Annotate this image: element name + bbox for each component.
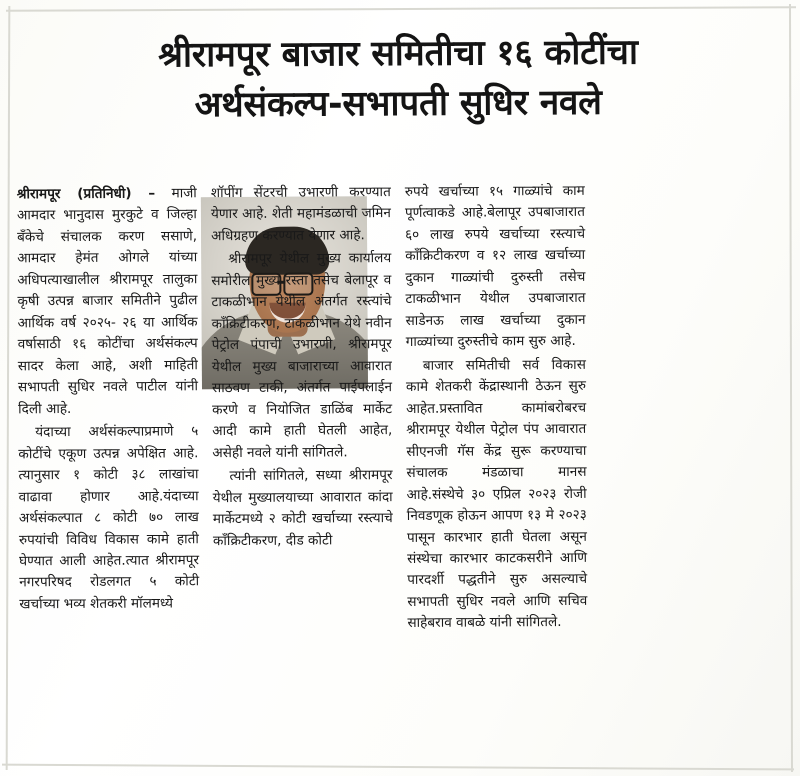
headline-line-1: श्रीरामपूर बाजार समितीचा १६ कोटींचा — [158, 32, 638, 76]
headline — [12, 28, 785, 132]
paragraph — [212, 465, 393, 552]
paragraph — [211, 248, 392, 464]
article-column-3 — [405, 181, 588, 637]
paragraph-text: श्रीरामपूर येथील मुख्य कार्यालय समोरील मुख्य रस्ता तसेच बेलापूर व टाकळीभान येथील अंतर्गत रस्त्यांचे काँक्रिटीकरण, टाकळीभान येथे नवीन पेट्रोल पंपाची उभारणी, श्रीरामपूर येथील मुख्य बाजाराच्या आवारात साठवण टाकी, अंतर्गत पाईपलाईन करणे व नियोजित डाळिंब मार्केट आदी कामे हाती घेतली आहेत, असेही नवले यांनी सांगितले. — [211, 250, 393, 461]
paragraph-text: बाजार समितीची सर्व विकास कामे शेतकरी केंद्रास्थानी ठेऊन सुरु आहेत.प्रस्तावित कामांबरोबरच श्रीरामपूर येथील पेट्रोल पंप आवारात सीएनजी गॅस केंद्र सुरू करण्याचा संचालक मंडळाचा मानस आहे.संस्थेचे ३० एप्रिल २०२३ रोजी निवडणूक होऊन आपण १३ मे २०२३ पासून कारभार हाती घेतला असून संस्थेचा कारभार काटकसरीने आणि पारदर्शी पद्धतीने सुरु असल्याचे सभापती सुधिर नवले आणि सचिव साहेबराव वाबळे यांनी सांगितले. — [405, 356, 588, 632]
paragraph — [211, 182, 391, 248]
paragraph-text: माजी आमदार भानुदास मुरकुटे व जिल्हा बँकेचे संचालक करण ससाणे, आमदार हेमंत ओगले यांच्या अधिपत्याखालील श्रीरामपूर तालुका कृषी उत्पन्न बाजार समितीने पुढील आर्थिक वर्ष २०२५- २६ या आर्थिक वर्षासाठी १६ कोटींचा अर्थसंकल्प सादर केला आहे, अशी माहिती सभापती सुधिर नवले पाटील यांनी दिली आहे. — [16, 185, 199, 418]
article-column-2 — [211, 182, 394, 638]
paragraph — [17, 183, 198, 420]
paragraph — [405, 181, 586, 354]
dateline: श्रीरामपूर (प्रतिनिधी) – — [16, 185, 156, 203]
paragraph-text: यंदाच्या अर्थसंकल्पाप्रमाणे ५ कोटींचे एकूण उत्पन्न अपेक्षित आहे. त्यानुसार १ कोटी ३८ लाखांचा वाढावा होणार आहे.यंदाच्या अर्थसंकल्पात ८ कोटी ७० लाख रुपयांची विविध विकास कामे हाती घेण्यात आली आहेत.त्यात श्रीरामपूर नगरपरिषद रोडलगत ५ कोटी खर्चाच्या भव्य शेतकरी मॉलमध्ये — [18, 423, 200, 613]
paragraph-text: रुपये खर्चाच्या १५ गाळ्यांचे काम पूर्णत्वाकडे आहे.बेलापूर उपबाजारात ६० लाख रुपये खर्चाच्या रस्त्याचे काँक्रिटीकरण व १२ लाख खर्चाच्या दुकान गाळ्यांची दुरुस्ती तसेच टाकळीभान येथील उपबाजारात साडेनऊ लाख खर्चाच्या दुकान गाळ्यांच्या दुरुस्तीचे काम सुरु आहे. — [404, 182, 586, 351]
paragraph — [18, 421, 199, 615]
paragraph-text: शॉपींग सेंटरची उभारणी करण्यात येणार आहे. शेती महामंडळाची जमिन अधिग्रहण करण्यात येणार आहे. — [210, 184, 391, 245]
article-columns — [17, 180, 786, 640]
headline-line-2: अर्थसंकल्प-सभापती सुधिर नवले — [194, 82, 602, 125]
article-column-1 — [17, 183, 200, 639]
paragraph — [406, 355, 588, 635]
paragraph-text: त्यांनी सांगितले, सध्या श्रीरामपूर येथील मुख्यालयाच्या आवारात कांदा मार्केटमध्ये २ कोटी खर्चाच्या रस्त्याचे काँक्रिटीकरण, दीड कोटी — [212, 467, 393, 549]
